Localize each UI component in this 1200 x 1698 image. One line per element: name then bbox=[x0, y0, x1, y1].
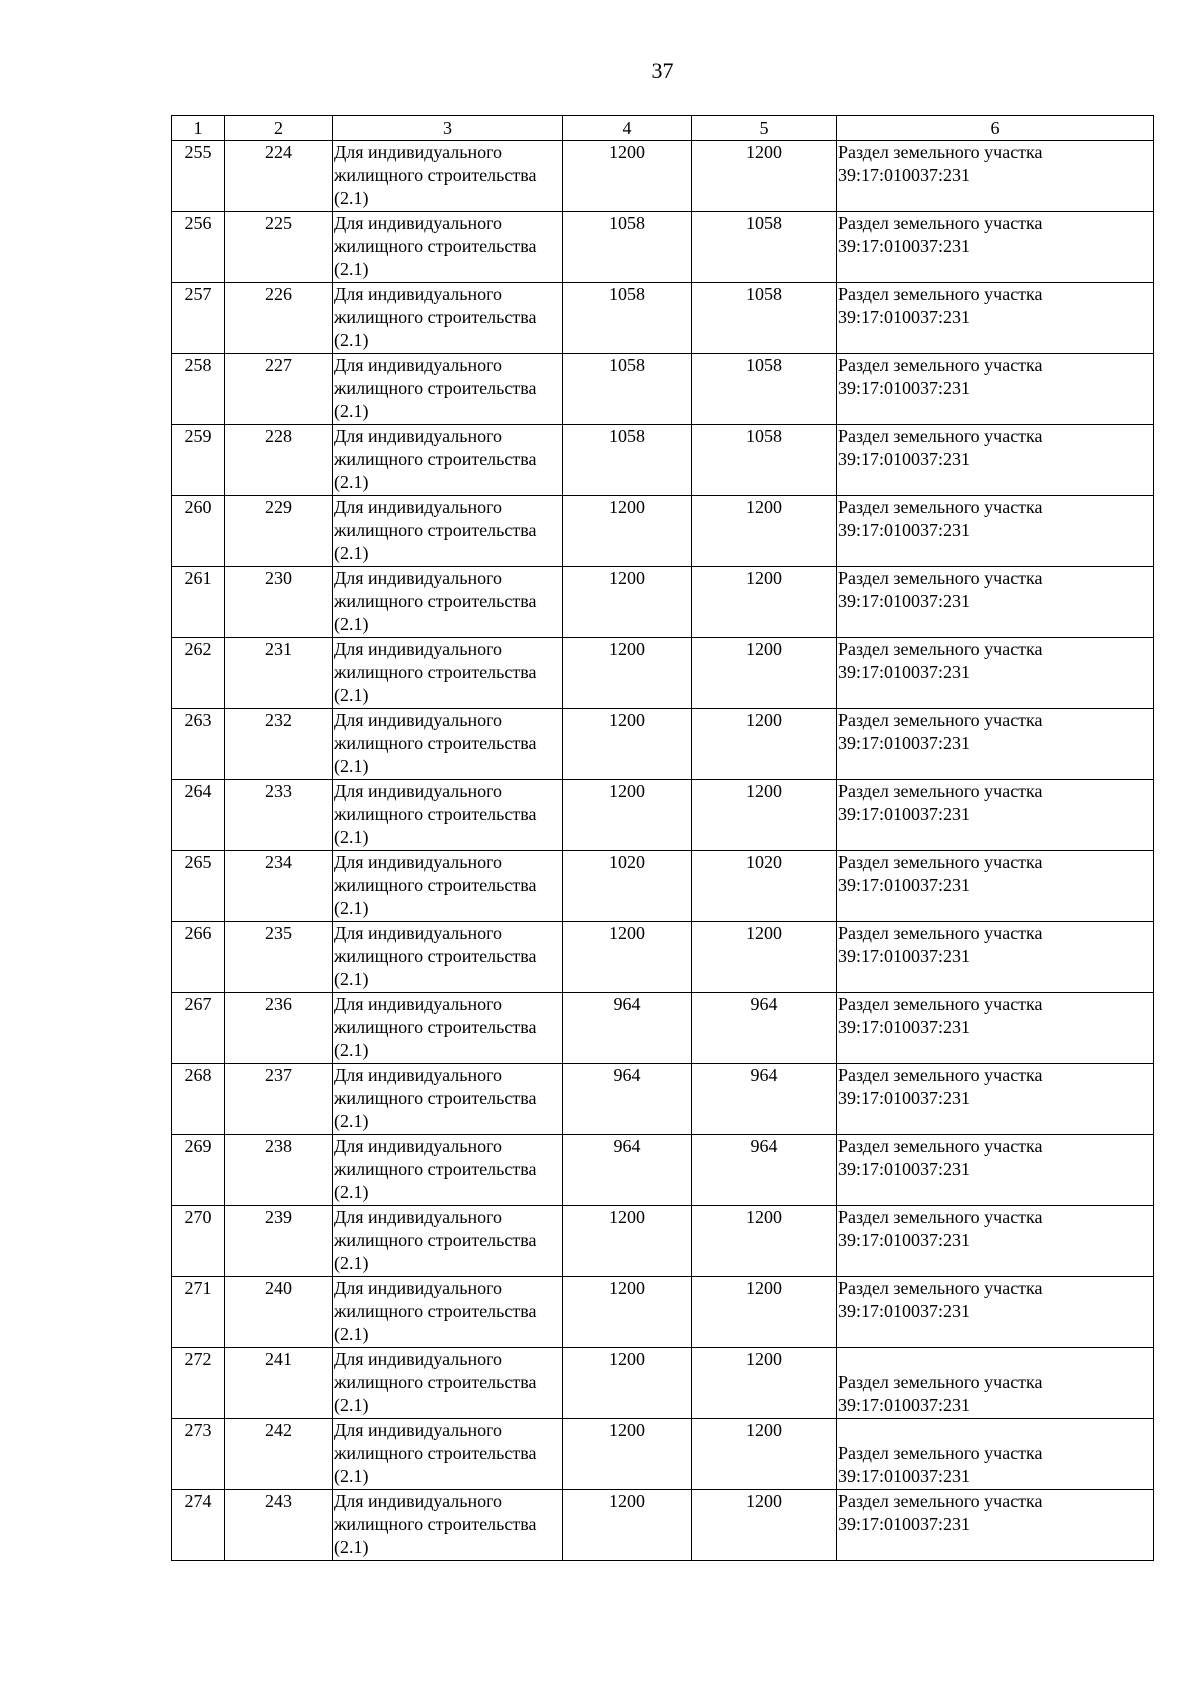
area-cell-2: 964 bbox=[692, 1064, 837, 1135]
table-row bbox=[172, 1419, 1154, 1490]
land-use-cell: Для индивидуального жилищного строительства (2.1) bbox=[333, 425, 563, 496]
table-row bbox=[172, 993, 1154, 1064]
land-use-cell: Для индивидуального жилищного строительства (2.1) bbox=[333, 1490, 563, 1561]
column-number-row bbox=[172, 116, 1154, 141]
area-cell-2: 1200 bbox=[692, 1206, 837, 1277]
area-cell: 964 bbox=[563, 993, 692, 1064]
row-number-cell: 264 bbox=[172, 780, 225, 851]
plot-number-cell: 224 bbox=[225, 141, 333, 212]
row-number-cell: 270 bbox=[172, 1206, 225, 1277]
plot-number-cell: 235 bbox=[225, 922, 333, 993]
row-number-cell: 259 bbox=[172, 425, 225, 496]
row-number-cell: 271 bbox=[172, 1277, 225, 1348]
area-cell-2: 1200 bbox=[692, 496, 837, 567]
area-cell-2: 1200 bbox=[692, 567, 837, 638]
table-row bbox=[172, 212, 1154, 283]
area-cell-2: 1200 bbox=[692, 141, 837, 212]
area-cell-2: 1200 bbox=[692, 922, 837, 993]
note-cell: Раздел земельного участка 39:17:010037:231 bbox=[837, 496, 1154, 567]
row-number-cell: 261 bbox=[172, 567, 225, 638]
table-row bbox=[172, 496, 1154, 567]
note-cell: Раздел земельного участка 39:17:010037:231 bbox=[837, 1135, 1154, 1206]
land-use-cell: Для индивидуального жилищного строительства (2.1) bbox=[333, 354, 563, 425]
plot-number-cell: 225 bbox=[225, 212, 333, 283]
table-row bbox=[172, 638, 1154, 709]
plot-number-cell: 228 bbox=[225, 425, 333, 496]
area-cell-2: 1200 bbox=[692, 780, 837, 851]
column-header-2: 2 bbox=[225, 116, 333, 141]
column-header-6: 6 bbox=[837, 116, 1154, 141]
table-row bbox=[172, 354, 1154, 425]
area-cell: 964 bbox=[563, 1064, 692, 1135]
column-header-3: 3 bbox=[333, 116, 563, 141]
note-text: Раздел земельного участка 39:17:010037:231 bbox=[838, 1372, 1043, 1415]
land-use-cell: Для индивидуального жилищного строительства (2.1) bbox=[333, 283, 563, 354]
table-row bbox=[172, 141, 1154, 212]
area-cell: 1200 bbox=[563, 1206, 692, 1277]
row-number-cell: 265 bbox=[172, 851, 225, 922]
land-use-cell: Для индивидуального жилищного строительства (2.1) bbox=[333, 851, 563, 922]
row-number-cell: 256 bbox=[172, 212, 225, 283]
note-cell: Раздел земельного участка 39:17:010037:231 bbox=[837, 922, 1154, 993]
note-cell: Раздел земельного участка 39:17:010037:231 bbox=[837, 780, 1154, 851]
land-use-cell: Для индивидуального жилищного строительства (2.1) bbox=[333, 496, 563, 567]
table-row bbox=[172, 1064, 1154, 1135]
row-number-cell: 263 bbox=[172, 709, 225, 780]
land-use-cell: Для индивидуального жилищного строительства (2.1) bbox=[333, 1206, 563, 1277]
table-row bbox=[172, 283, 1154, 354]
area-cell: 1200 bbox=[563, 709, 692, 780]
area-cell-2: 1200 bbox=[692, 709, 837, 780]
area-cell: 1058 bbox=[563, 283, 692, 354]
table-row bbox=[172, 851, 1154, 922]
column-header-5: 5 bbox=[692, 116, 837, 141]
table-row bbox=[172, 1135, 1154, 1206]
row-number-cell: 266 bbox=[172, 922, 225, 993]
area-cell-2: 1020 bbox=[692, 851, 837, 922]
note-cell: Раздел земельного участка 39:17:010037:231 bbox=[837, 709, 1154, 780]
area-cell: 1200 bbox=[563, 1277, 692, 1348]
plot-number-cell: 229 bbox=[225, 496, 333, 567]
note-cell: Раздел земельного участка 39:17:010037:231 bbox=[837, 567, 1154, 638]
row-number-cell: 272 bbox=[172, 1348, 225, 1419]
row-number-cell: 260 bbox=[172, 496, 225, 567]
plot-number-cell: 227 bbox=[225, 354, 333, 425]
table-row bbox=[172, 1490, 1154, 1561]
table-row bbox=[172, 1206, 1154, 1277]
land-use-cell: Для индивидуального жилищного строительства (2.1) bbox=[333, 212, 563, 283]
land-use-cell: Для индивидуального жилищного строительства (2.1) bbox=[333, 638, 563, 709]
plot-number-cell: 233 bbox=[225, 780, 333, 851]
column-header-4: 4 bbox=[563, 116, 692, 141]
note-cell: Раздел земельного участка 39:17:010037:231 bbox=[837, 1490, 1154, 1561]
table-row bbox=[172, 1348, 1154, 1419]
column-header-1: 1 bbox=[172, 116, 225, 141]
area-cell: 1200 bbox=[563, 567, 692, 638]
plot-number-cell: 231 bbox=[225, 638, 333, 709]
land-use-cell: Для индивидуального жилищного строительства (2.1) bbox=[333, 1419, 563, 1490]
plot-number-cell: 239 bbox=[225, 1206, 333, 1277]
row-number-cell: 268 bbox=[172, 1064, 225, 1135]
area-cell: 1020 bbox=[563, 851, 692, 922]
area-cell-2: 1200 bbox=[692, 1348, 837, 1419]
plot-number-cell: 232 bbox=[225, 709, 333, 780]
note-text: Раздел земельного участка 39:17:010037:231 bbox=[838, 1443, 1043, 1486]
note-cell: Раздел земельного участка 39:17:010037:231 bbox=[837, 1206, 1154, 1277]
table-row bbox=[172, 709, 1154, 780]
row-number-cell: 274 bbox=[172, 1490, 225, 1561]
table-body bbox=[172, 141, 1154, 1561]
table-row bbox=[172, 780, 1154, 851]
land-use-cell: Для индивидуального жилищного строительства (2.1) bbox=[333, 780, 563, 851]
plot-number-cell: 226 bbox=[225, 283, 333, 354]
area-cell-2: 1058 bbox=[692, 354, 837, 425]
note-cell bbox=[837, 1419, 1154, 1490]
land-use-cell: Для индивидуального жилищного строительства (2.1) bbox=[333, 922, 563, 993]
area-cell: 1200 bbox=[563, 496, 692, 567]
land-use-cell: Для индивидуального жилищного строительства (2.1) bbox=[333, 1277, 563, 1348]
area-cell: 964 bbox=[563, 1135, 692, 1206]
land-use-cell: Для индивидуального жилищного строительства (2.1) bbox=[333, 141, 563, 212]
area-cell: 1200 bbox=[563, 1348, 692, 1419]
note-cell: Раздел земельного участка 39:17:010037:231 bbox=[837, 851, 1154, 922]
table-row bbox=[172, 922, 1154, 993]
land-use-cell: Для индивидуального жилищного строительства (2.1) bbox=[333, 709, 563, 780]
note-cell: Раздел земельного участка 39:17:010037:231 bbox=[837, 212, 1154, 283]
area-cell-2: 1200 bbox=[692, 1419, 837, 1490]
note-cell: Раздел земельного участка 39:17:010037:231 bbox=[837, 638, 1154, 709]
row-number-cell: 267 bbox=[172, 993, 225, 1064]
table-row bbox=[172, 425, 1154, 496]
page-number: 37 bbox=[651, 58, 674, 83]
area-cell-2: 1200 bbox=[692, 1277, 837, 1348]
area-cell-2: 1058 bbox=[692, 283, 837, 354]
area-cell-2: 1058 bbox=[692, 212, 837, 283]
land-use-cell: Для индивидуального жилищного строительства (2.1) bbox=[333, 993, 563, 1064]
plot-number-cell: 230 bbox=[225, 567, 333, 638]
note-cell: Раздел земельного участка 39:17:010037:231 bbox=[837, 425, 1154, 496]
table-row bbox=[172, 567, 1154, 638]
plot-number-cell: 241 bbox=[225, 1348, 333, 1419]
plot-number-cell: 237 bbox=[225, 1064, 333, 1135]
area-cell: 1200 bbox=[563, 780, 692, 851]
row-number-cell: 255 bbox=[172, 141, 225, 212]
note-cell: Раздел земельного участка 39:17:010037:231 bbox=[837, 141, 1154, 212]
table-row bbox=[172, 1277, 1154, 1348]
plot-number-cell: 240 bbox=[225, 1277, 333, 1348]
area-cell: 1200 bbox=[563, 922, 692, 993]
note-cell bbox=[837, 1348, 1154, 1419]
area-cell: 1200 bbox=[563, 141, 692, 212]
note-cell: Раздел земельного участка 39:17:010037:231 bbox=[837, 1277, 1154, 1348]
area-cell: 1200 bbox=[563, 638, 692, 709]
area-cell-2: 964 bbox=[692, 1135, 837, 1206]
area-cell: 1058 bbox=[563, 212, 692, 283]
note-cell: Раздел земельного участка 39:17:010037:231 bbox=[837, 283, 1154, 354]
row-number-cell: 269 bbox=[172, 1135, 225, 1206]
area-cell-2: 1200 bbox=[692, 1490, 837, 1561]
plot-number-cell: 236 bbox=[225, 993, 333, 1064]
land-use-cell: Для индивидуального жилищного строительства (2.1) bbox=[333, 567, 563, 638]
row-number-cell: 258 bbox=[172, 354, 225, 425]
row-number-cell: 262 bbox=[172, 638, 225, 709]
row-number-cell: 257 bbox=[172, 283, 225, 354]
land-use-cell: Для индивидуального жилищного строительства (2.1) bbox=[333, 1135, 563, 1206]
area-cell: 1200 bbox=[563, 1490, 692, 1561]
plot-number-cell: 238 bbox=[225, 1135, 333, 1206]
land-use-cell: Для индивидуального жилищного строительства (2.1) bbox=[333, 1064, 563, 1135]
area-cell-2: 1200 bbox=[692, 638, 837, 709]
land-use-cell: Для индивидуального жилищного строительства (2.1) bbox=[333, 1348, 563, 1419]
plot-number-cell: 234 bbox=[225, 851, 333, 922]
land-plots-table bbox=[171, 115, 1154, 1561]
note-cell: Раздел земельного участка 39:17:010037:231 bbox=[837, 993, 1154, 1064]
note-cell: Раздел земельного участка 39:17:010037:231 bbox=[837, 1064, 1154, 1135]
plot-number-cell: 243 bbox=[225, 1490, 333, 1561]
area-cell-2: 964 bbox=[692, 993, 837, 1064]
area-cell: 1200 bbox=[563, 1419, 692, 1490]
area-cell: 1058 bbox=[563, 354, 692, 425]
note-cell: Раздел земельного участка 39:17:010037:231 bbox=[837, 354, 1154, 425]
area-cell-2: 1058 bbox=[692, 425, 837, 496]
plot-number-cell: 242 bbox=[225, 1419, 333, 1490]
row-number-cell: 273 bbox=[172, 1419, 225, 1490]
area-cell: 1058 bbox=[563, 425, 692, 496]
